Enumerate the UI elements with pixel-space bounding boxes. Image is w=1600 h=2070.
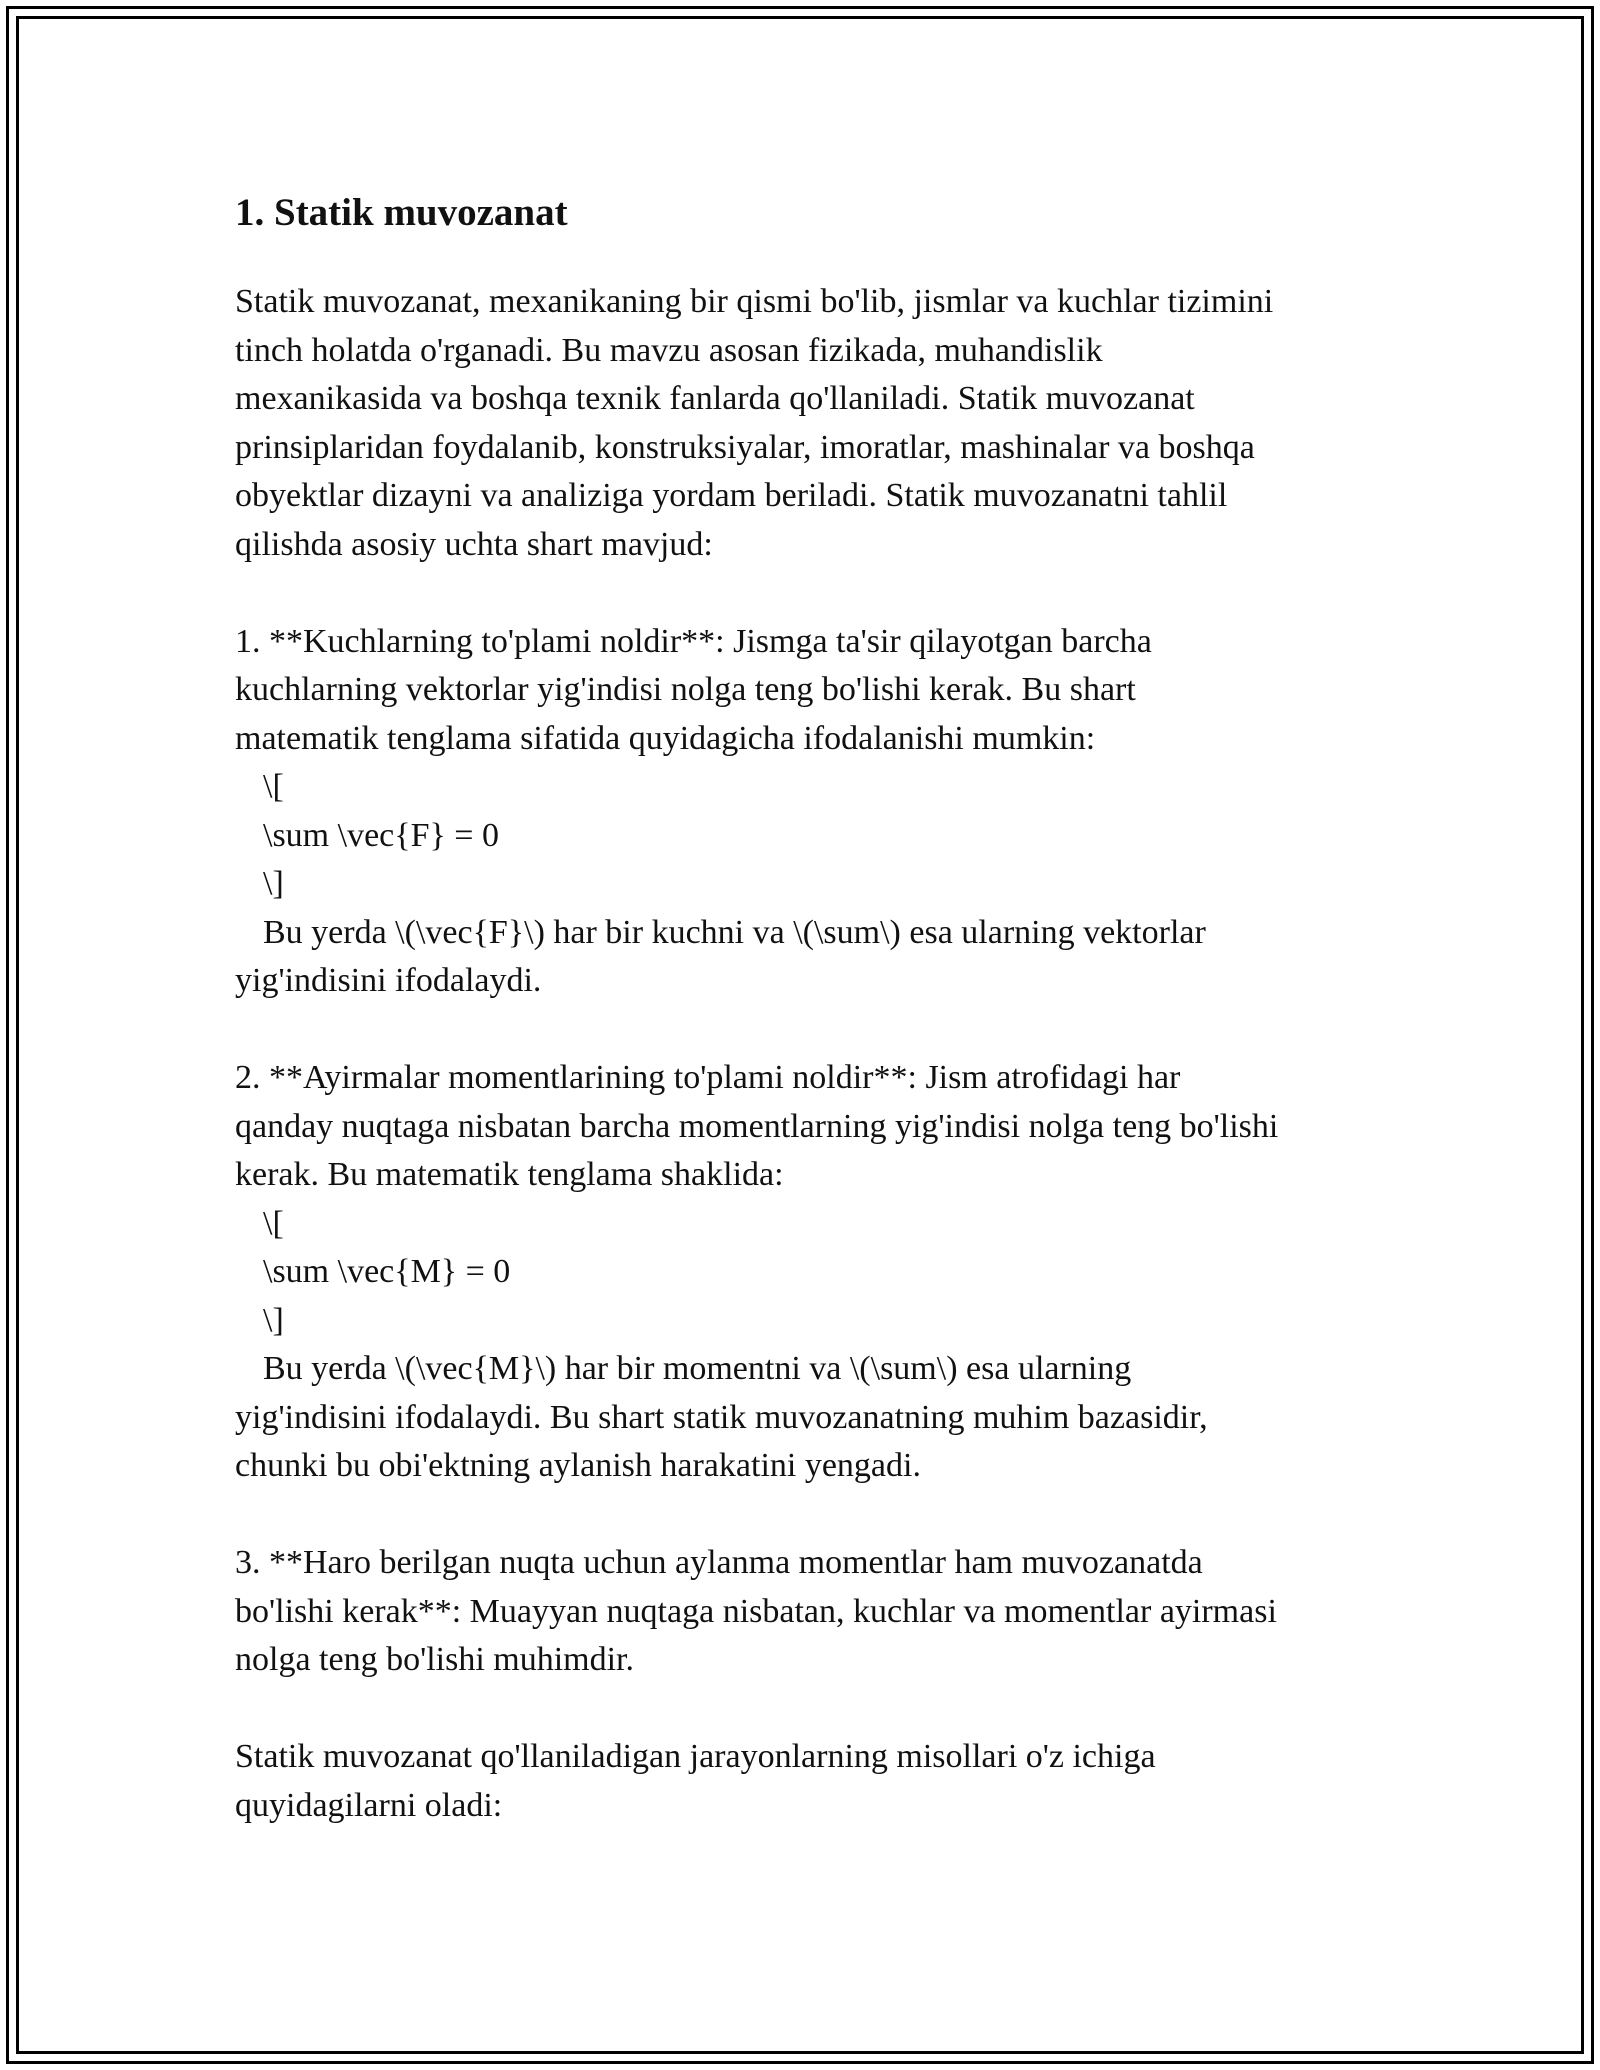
text-line: Statik muvozanat qo'llaniladigan jarayonlarning misollari o'z ichiga xyxy=(235,1738,1156,1775)
list-item-3 xyxy=(235,1539,1375,1685)
formula-line: \[ xyxy=(263,1204,284,1242)
text-line: obyektlar dizayni va analiziga yordam beriladi. Statik muvozanatni tahlil xyxy=(235,477,1228,514)
text-line: 2. **Ayirmalar momentlarining to'plami noldir**: Jism atrofidagi har xyxy=(235,1059,1181,1096)
explanation-line: yig'indisini ifodalaydi. xyxy=(235,962,542,999)
text-line: tinch holatda o'rganadi. Bu mavzu asosan fizikada, muhandislik xyxy=(235,331,1103,369)
outro-paragraph xyxy=(235,1733,1375,1830)
explanation-line: chunki bu obi'ektning aylanish harakatini yengadi. xyxy=(235,1447,921,1484)
list-item-2 xyxy=(235,1054,1375,1491)
list-item-1 xyxy=(235,618,1375,1006)
paragraph-gap xyxy=(235,1006,1375,1055)
formula-line: \] xyxy=(263,1301,284,1339)
document-body xyxy=(235,182,1375,1830)
formula-line: \sum \vec{M} = 0 xyxy=(263,1253,511,1290)
formula-line: \[ xyxy=(263,768,284,805)
formula-line: \] xyxy=(263,865,284,902)
text-line: bo'lishi kerak**: Muayyan nuqtaga nisbatan, kuchlar va momentlar ayirmasi xyxy=(235,1592,1277,1630)
text-line: matematik tenglama sifatida quyidagicha ifodalanishi mumkin: xyxy=(235,719,1096,757)
explanation-line: Bu yerda \(\vec{M}\) har bir momentni va \(\sum\) esa ularning xyxy=(263,1350,1132,1387)
text-line: qanday nuqtaga nisbatan barcha momentlarning yig'indisi nolga teng bo'lishi xyxy=(235,1107,1279,1145)
text-line: qilishda asosiy uchta shart mavjud: xyxy=(235,525,713,563)
text-line: mexanikasida va boshqa texnik fanlarda qo'llaniladi. Statik muvozanat xyxy=(235,380,1195,417)
explanation-line: Bu yerda \(\vec{F}\) har bir kuchni va \(\sum\) esa ularning vektorlar xyxy=(263,913,1206,951)
text-line: nolga teng bo'lishi muhimdir. xyxy=(235,1641,635,1678)
text-line: Statik muvozanat, mexanikaning bir qismi bo'lib, jismlar va kuchlar tizimini xyxy=(235,283,1274,320)
explanation-line: yig'indisini ifodalaydi. Bu shart statik muvozanatning muhim bazasidir, xyxy=(235,1398,1208,1436)
paragraph-gap xyxy=(235,1685,1375,1734)
text-line: 1. **Kuchlarning to'plami noldir**: Jismga ta'sir qilayotgan barcha xyxy=(235,622,1152,660)
text-line: 3. **Haro berilgan nuqta uchun aylanma momentlar ham muvozanatda xyxy=(235,1544,1203,1581)
text-line: prinsiplaridan foydalanib, konstruksiyalar, imoratlar, mashinalar va boshqa xyxy=(235,428,1255,466)
section-heading: 1. Statik muvozanat xyxy=(235,191,568,234)
paragraph-gap xyxy=(235,1491,1375,1540)
text-line: quyidagilarni oladi: xyxy=(235,1786,503,1824)
text-line: kuchlarning vektorlar yig'indisi nolga teng bo'lishi kerak. Bu shart xyxy=(235,671,1136,708)
paragraph-gap xyxy=(235,569,1375,618)
text-line: kerak. Bu matematik tenglama shaklida: xyxy=(235,1156,784,1193)
formula-line: \sum \vec{F} = 0 xyxy=(263,816,499,854)
intro-paragraph xyxy=(235,278,1375,569)
